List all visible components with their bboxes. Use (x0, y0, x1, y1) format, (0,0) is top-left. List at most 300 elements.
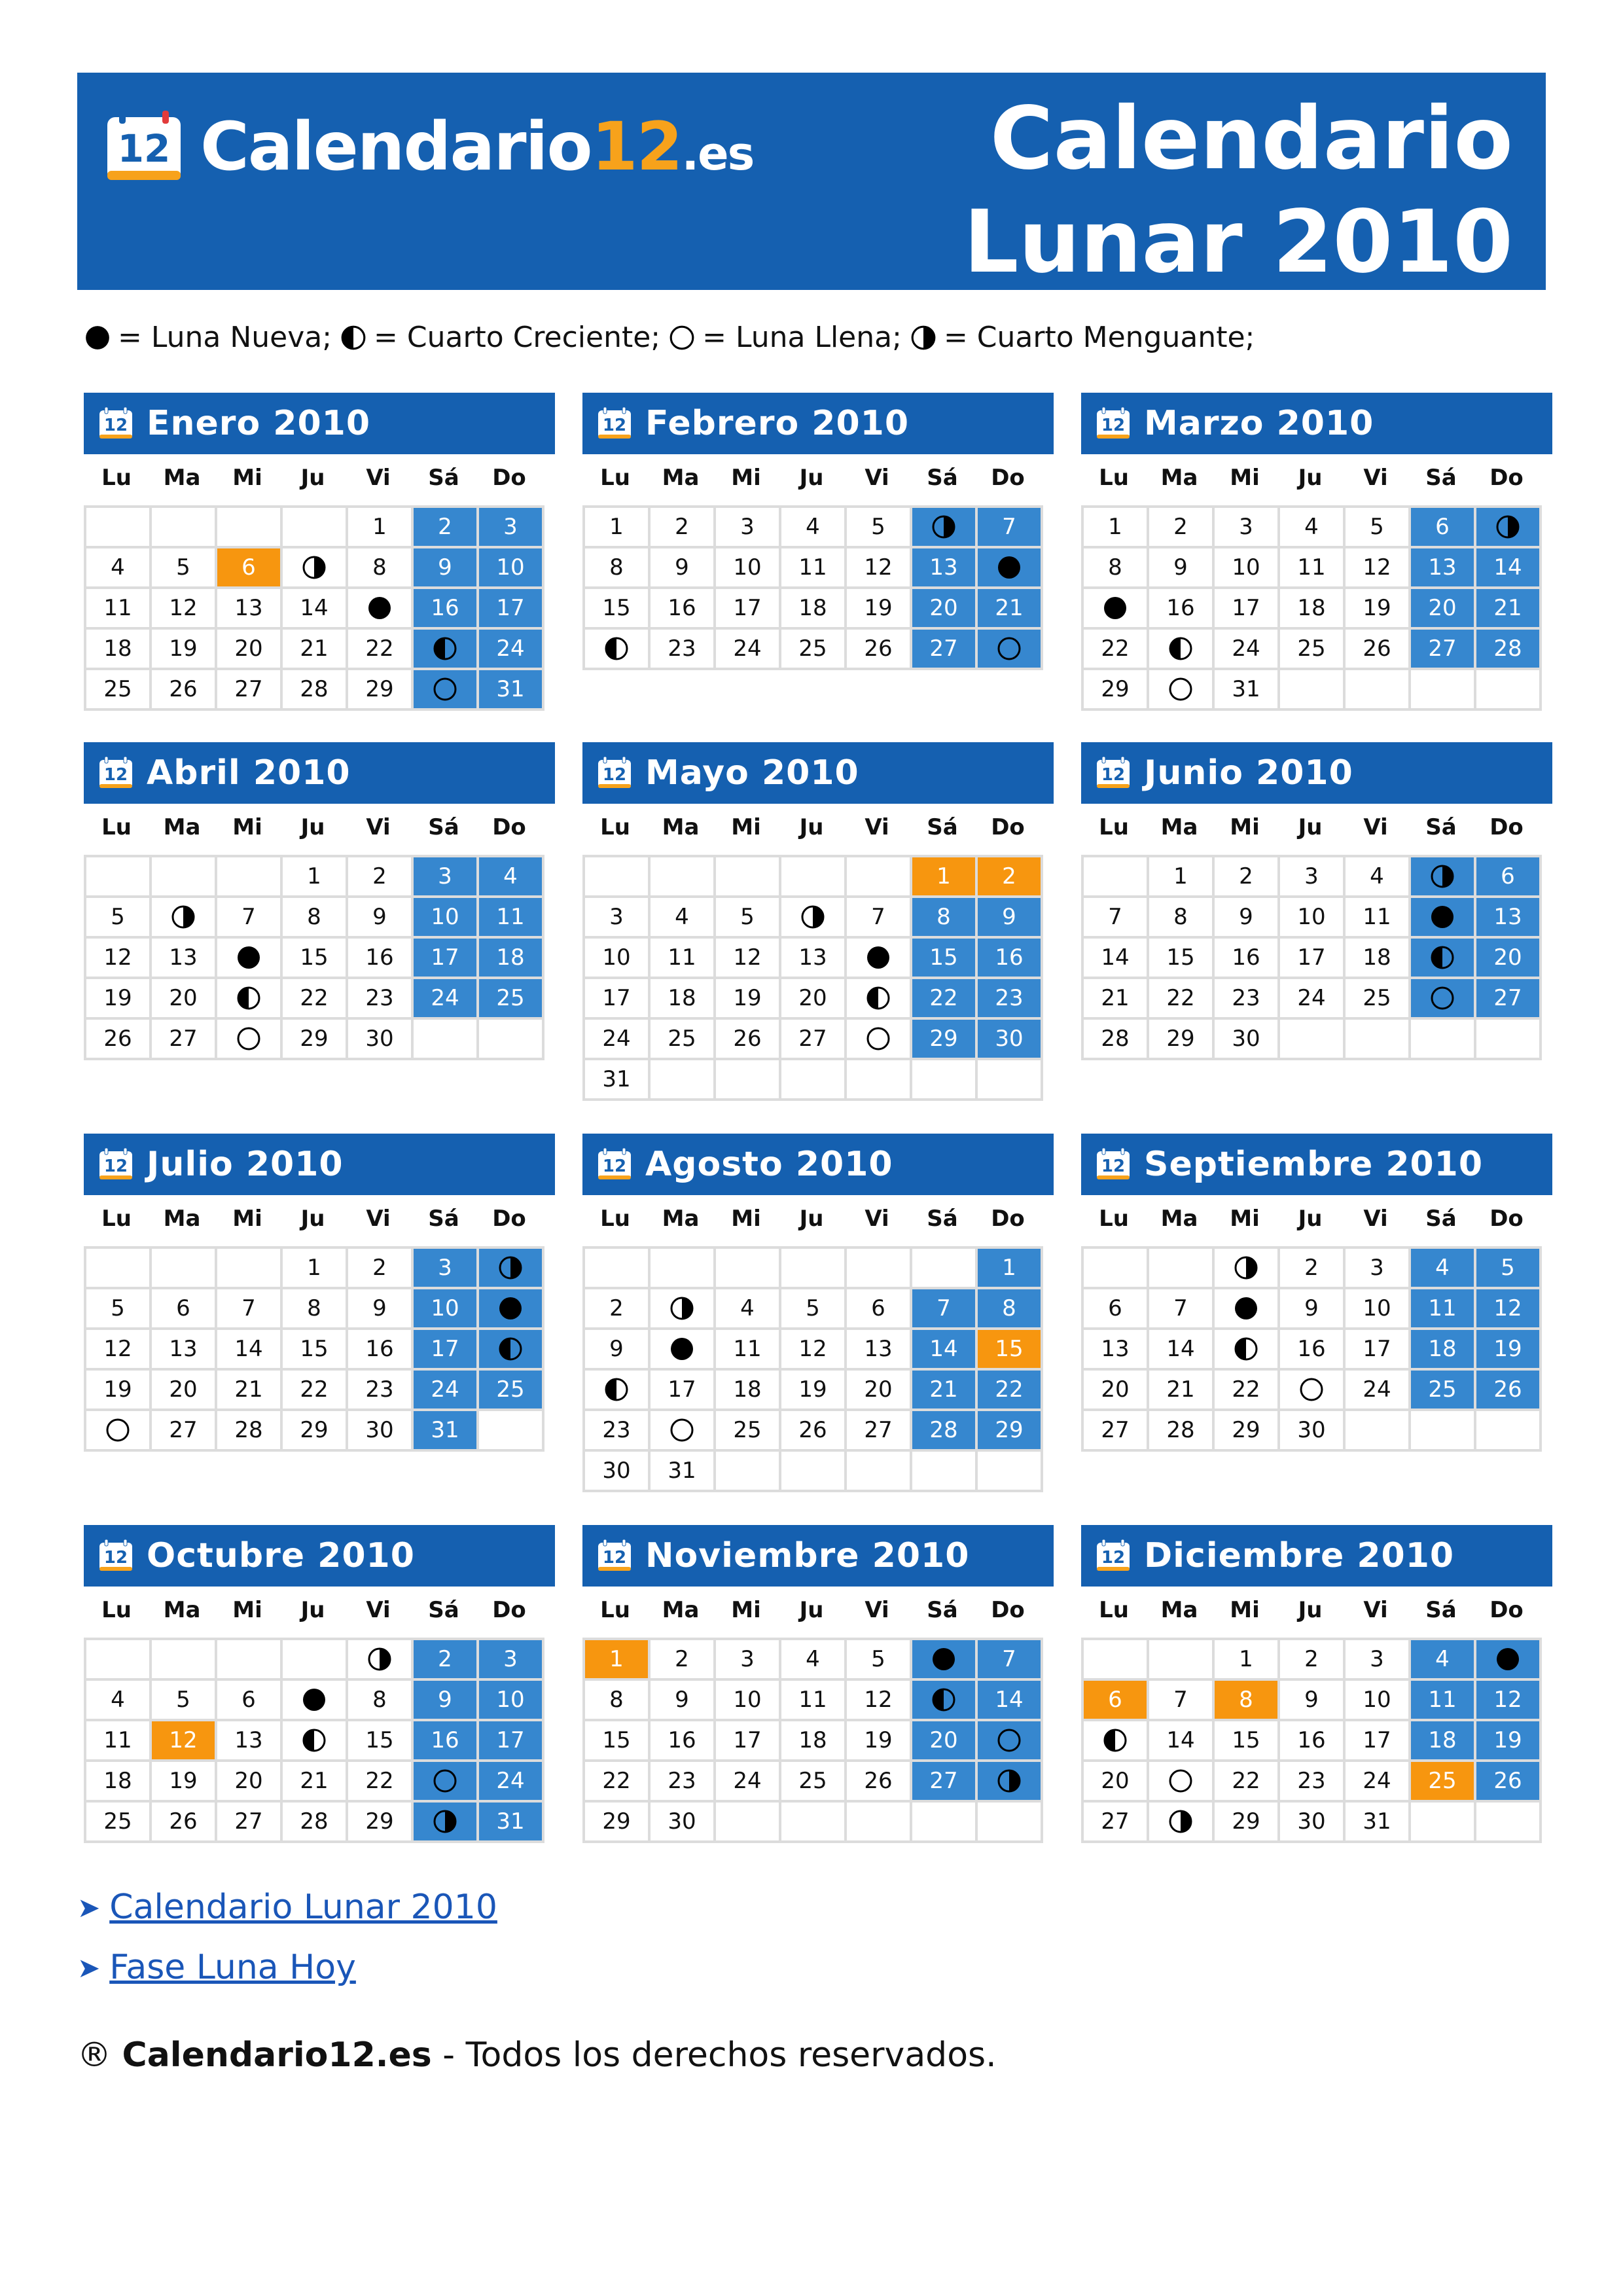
weekday-label: Ma (662, 465, 700, 491)
new-moon-icon (1429, 904, 1455, 930)
weekday-label: Mi (731, 1597, 761, 1623)
day-cell: 12 (85, 937, 151, 978)
day-cell (412, 1801, 478, 1842)
days-grid (582, 1246, 1043, 1492)
last-quarter-icon (800, 904, 826, 930)
day-cell: 8 (1148, 897, 1213, 937)
day-cell: 18 (780, 1720, 846, 1761)
day-cell: 3 (715, 1639, 780, 1679)
day-cell: 13 (911, 547, 976, 588)
day-cell: 17 (478, 1720, 543, 1761)
week-row (584, 1059, 1042, 1100)
day-cell: 12 (1475, 1679, 1541, 1720)
day-cell: 21 (281, 1761, 347, 1801)
calendar-icon (1096, 407, 1131, 440)
day-cell: 12 (151, 588, 216, 628)
empty-cell (478, 1410, 543, 1450)
weekday-label: Do (1489, 1597, 1524, 1623)
day-cell: 14 (911, 1329, 976, 1369)
calendar-icon (98, 1539, 134, 1572)
day-cell (846, 1018, 911, 1059)
new-moon-icon (236, 944, 262, 971)
week-row (1082, 1679, 1541, 1720)
week-row (584, 1679, 1042, 1720)
day-cell (976, 628, 1042, 669)
empty-cell (151, 856, 216, 897)
weekday-label: Ju (1298, 1206, 1323, 1232)
day-cell: 18 (649, 978, 715, 1018)
day-cell: 12 (151, 1720, 216, 1761)
day-cell: 8 (1213, 1679, 1279, 1720)
weekday-header (582, 804, 1054, 851)
day-cell: 17 (1344, 1329, 1410, 1369)
day-cell: 22 (976, 1369, 1042, 1410)
day-cell: 19 (151, 628, 216, 669)
day-cell: 14 (1148, 1329, 1213, 1369)
weekday-label: Mi (232, 814, 262, 840)
week-row (1082, 937, 1541, 978)
day-cell: 17 (1213, 588, 1279, 628)
legend-label: = Luna Nueva; (118, 321, 332, 354)
day-cell: 8 (347, 547, 412, 588)
day-cell: 10 (715, 1679, 780, 1720)
day-cell (1475, 1639, 1541, 1679)
weekday-label: Do (1489, 814, 1524, 840)
day-cell: 4 (715, 1288, 780, 1329)
weekday-label: Do (492, 1206, 526, 1232)
day-cell (1410, 856, 1475, 897)
logo-number: 12 (591, 107, 682, 186)
week-row (85, 1329, 543, 1369)
legend-item (668, 321, 902, 354)
day-cell: 20 (1475, 937, 1541, 978)
month-title: Junio 2010 (1144, 753, 1353, 793)
empty-cell (846, 1247, 911, 1288)
day-cell: 2 (1279, 1247, 1344, 1288)
svg-text:12: 12 (1101, 765, 1126, 785)
weekday-label: Ju (799, 1597, 824, 1623)
empty-cell (151, 1247, 216, 1288)
weekday-label: Vi (1363, 465, 1388, 491)
day-cell: 20 (151, 978, 216, 1018)
day-cell: 20 (1082, 1369, 1148, 1410)
day-cell: 21 (1475, 588, 1541, 628)
weekday-header (84, 1195, 555, 1242)
calendar-icon (1096, 757, 1131, 789)
days-grid (84, 1638, 544, 1843)
month-calendar (582, 393, 1054, 670)
empty-cell (1344, 1410, 1410, 1450)
week-row (85, 1639, 543, 1679)
day-cell: 28 (911, 1410, 976, 1450)
weekday-label: Mi (232, 1597, 262, 1623)
day-cell: 22 (1082, 628, 1148, 669)
weekday-header (1081, 454, 1552, 501)
day-cell: 30 (347, 1018, 412, 1059)
day-cell: 22 (347, 628, 412, 669)
day-cell: 11 (780, 1679, 846, 1720)
full-moon-icon (996, 636, 1022, 662)
day-cell: 2 (584, 1288, 649, 1329)
first-quarter-icon (1168, 636, 1194, 662)
day-cell: 5 (151, 1679, 216, 1720)
weekday-label: Mi (731, 1206, 761, 1232)
month-header (582, 393, 1054, 454)
day-cell: 19 (85, 1369, 151, 1410)
full-moon-icon (1168, 1768, 1194, 1794)
day-cell: 9 (649, 1679, 715, 1720)
weekday-label: Lu (101, 814, 132, 840)
first-quarter-icon (432, 636, 458, 662)
legend-item (340, 321, 660, 354)
full-moon-icon (865, 1026, 891, 1052)
day-cell: 21 (1082, 978, 1148, 1018)
weekday-label: Lu (1099, 1206, 1129, 1232)
calendar-icon (1096, 1539, 1131, 1572)
empty-cell (715, 856, 780, 897)
day-cell: 23 (347, 978, 412, 1018)
month-calendar (1081, 742, 1552, 1060)
week-row (584, 1720, 1042, 1761)
day-cell: 29 (1148, 1018, 1213, 1059)
day-cell: 26 (1344, 628, 1410, 669)
day-cell: 12 (1475, 1288, 1541, 1329)
full-moon-icon (432, 1768, 458, 1794)
day-cell: 11 (1410, 1679, 1475, 1720)
empty-cell (478, 1018, 543, 1059)
weekday-label: Ma (163, 1597, 201, 1623)
weekday-label: Ju (300, 814, 325, 840)
day-cell: 16 (347, 937, 412, 978)
empty-cell (216, 507, 281, 547)
empty-cell (780, 1450, 846, 1491)
first-quarter-icon (497, 1336, 524, 1362)
empty-cell (1148, 1639, 1213, 1679)
day-cell: 16 (976, 937, 1042, 978)
arrow-icon: ➤ (77, 1951, 101, 1984)
day-cell: 24 (478, 628, 543, 669)
day-cell: 26 (846, 628, 911, 669)
day-cell: 29 (281, 1410, 347, 1450)
week-row (85, 1288, 543, 1329)
weekday-label: Sá (428, 814, 459, 840)
day-cell: 21 (1148, 1369, 1213, 1410)
month-calendar (84, 1134, 555, 1452)
full-moon-icon (996, 1727, 1022, 1753)
day-cell: 3 (715, 507, 780, 547)
weekday-label: Ma (163, 465, 201, 491)
first-quarter-icon (603, 1376, 630, 1403)
week-row (85, 937, 543, 978)
empty-cell (1148, 1247, 1213, 1288)
day-cell (976, 547, 1042, 588)
day-cell: 6 (846, 1288, 911, 1329)
day-cell: 17 (584, 978, 649, 1018)
day-cell: 13 (780, 937, 846, 978)
day-cell: 17 (715, 1720, 780, 1761)
week-row (1082, 1018, 1541, 1059)
day-cell: 9 (1279, 1288, 1344, 1329)
day-cell: 18 (85, 628, 151, 669)
new-moon-icon (996, 554, 1022, 581)
day-cell: 29 (911, 1018, 976, 1059)
day-cell: 27 (911, 628, 976, 669)
month-title: Febrero 2010 (645, 404, 910, 443)
month-title: Diciembre 2010 (1144, 1536, 1455, 1575)
page-header (77, 73, 1546, 293)
day-cell: 12 (780, 1329, 846, 1369)
day-cell: 11 (780, 547, 846, 588)
calendario-lunar-link[interactable]: Calendario Lunar 2010 (109, 1888, 497, 1927)
legend-label: = Cuarto Menguante; (943, 321, 1255, 354)
fase-luna-hoy-link[interactable]: Fase Luna Hoy (109, 1948, 356, 1987)
legend-label: = Cuarto Creciente; (374, 321, 661, 354)
day-cell: 31 (412, 1410, 478, 1450)
weekday-label: Ma (1160, 465, 1198, 491)
empty-cell (281, 1639, 347, 1679)
day-cell: 29 (1082, 669, 1148, 709)
day-cell: 26 (151, 1801, 216, 1842)
weekday-label: Lu (1099, 1597, 1129, 1623)
svg-text:12: 12 (1101, 416, 1126, 435)
day-cell: 26 (1475, 1369, 1541, 1410)
day-cell: 29 (584, 1801, 649, 1842)
day-cell: 12 (85, 1329, 151, 1369)
day-cell: 20 (1082, 1761, 1148, 1801)
day-cell (1148, 628, 1213, 669)
day-cell: 3 (412, 1247, 478, 1288)
month-header (582, 1525, 1054, 1587)
day-cell: 4 (1410, 1247, 1475, 1288)
day-cell: 13 (846, 1329, 911, 1369)
days-grid (84, 505, 544, 711)
day-cell: 18 (1410, 1720, 1475, 1761)
day-cell: 17 (1344, 1720, 1410, 1761)
new-moon-icon (931, 1646, 957, 1672)
day-cell: 4 (1279, 507, 1344, 547)
weekday-header (1081, 1195, 1552, 1242)
week-row (584, 1639, 1042, 1679)
empty-cell (715, 1247, 780, 1288)
day-cell: 17 (412, 1329, 478, 1369)
weekday-label: Ju (1298, 814, 1323, 840)
day-cell: 13 (1410, 547, 1475, 588)
day-cell: 19 (1475, 1329, 1541, 1369)
day-cell: 5 (846, 507, 911, 547)
day-cell: 8 (281, 1288, 347, 1329)
empty-cell (780, 1059, 846, 1100)
weekday-label: Vi (366, 1206, 391, 1232)
day-cell: 4 (780, 1639, 846, 1679)
day-cell: 5 (1344, 507, 1410, 547)
week-row (1082, 1288, 1541, 1329)
day-cell: 18 (478, 937, 543, 978)
day-cell: 31 (1213, 669, 1279, 709)
day-cell: 28 (281, 669, 347, 709)
day-cell (780, 897, 846, 937)
empty-cell (216, 1639, 281, 1679)
weekday-label: Lu (1099, 465, 1129, 491)
empty-cell (1410, 1410, 1475, 1450)
day-cell: 27 (216, 1801, 281, 1842)
day-cell: 5 (151, 547, 216, 588)
day-cell: 27 (911, 1761, 976, 1801)
day-cell: 3 (584, 897, 649, 937)
days-grid (84, 855, 544, 1060)
day-cell: 20 (911, 588, 976, 628)
day-cell: 16 (649, 588, 715, 628)
first-quarter-icon (340, 324, 367, 351)
site-logo[interactable] (105, 107, 753, 186)
week-row (85, 1761, 543, 1801)
empty-cell (1082, 1247, 1148, 1288)
weekday-label: Do (991, 465, 1025, 491)
day-cell: 14 (1082, 937, 1148, 978)
weekday-header (84, 804, 555, 851)
month-title: Mayo 2010 (645, 753, 859, 793)
weekday-label: Vi (865, 814, 889, 840)
weekday-label: Sá (1425, 1597, 1457, 1623)
empty-cell (649, 856, 715, 897)
month-header (84, 742, 555, 804)
day-cell (846, 937, 911, 978)
day-cell: 27 (780, 1018, 846, 1059)
day-cell (412, 1761, 478, 1801)
month-header (1081, 393, 1552, 454)
empty-cell (281, 507, 347, 547)
day-cell: 4 (478, 856, 543, 897)
day-cell: 5 (780, 1288, 846, 1329)
day-cell: 11 (478, 897, 543, 937)
month-title: Noviembre 2010 (645, 1536, 970, 1575)
day-cell: 11 (649, 937, 715, 978)
day-cell: 1 (911, 856, 976, 897)
day-cell (412, 669, 478, 709)
weekday-label: Vi (1363, 1597, 1388, 1623)
day-cell: 10 (1279, 897, 1344, 937)
full-moon-icon (1168, 676, 1194, 702)
day-cell: 9 (412, 1679, 478, 1720)
day-cell: 7 (976, 507, 1042, 547)
day-cell: 15 (1148, 937, 1213, 978)
month-calendar (1081, 1525, 1552, 1843)
empty-cell (412, 1018, 478, 1059)
empty-cell (846, 1450, 911, 1491)
day-cell: 4 (780, 507, 846, 547)
day-cell (478, 1247, 543, 1288)
weekday-label: Do (1489, 1206, 1524, 1232)
week-row (1082, 547, 1541, 588)
empty-cell (1344, 1018, 1410, 1059)
day-cell: 30 (347, 1410, 412, 1450)
svg-text:12: 12 (103, 765, 128, 785)
week-row (85, 978, 543, 1018)
day-cell: 22 (911, 978, 976, 1018)
day-cell: 2 (1213, 856, 1279, 897)
week-row (85, 856, 543, 897)
day-cell: 2 (649, 507, 715, 547)
day-cell: 2 (976, 856, 1042, 897)
week-row (1082, 978, 1541, 1018)
weekday-label: Do (492, 465, 526, 491)
month-calendar (1081, 393, 1552, 711)
weekday-label: Sá (927, 1206, 958, 1232)
day-cell: 25 (85, 669, 151, 709)
day-cell (911, 1639, 976, 1679)
weekday-label: Lu (101, 1206, 132, 1232)
day-cell: 10 (478, 547, 543, 588)
day-cell: 1 (976, 1247, 1042, 1288)
empty-cell (1082, 856, 1148, 897)
day-cell: 13 (1082, 1329, 1148, 1369)
day-cell: 3 (1344, 1247, 1410, 1288)
day-cell: 3 (1213, 507, 1279, 547)
day-cell: 25 (649, 1018, 715, 1059)
weekday-header (1081, 804, 1552, 851)
calendar-icon (597, 1539, 632, 1572)
day-cell: 6 (1082, 1288, 1148, 1329)
day-cell: 19 (85, 978, 151, 1018)
day-cell: 4 (85, 1679, 151, 1720)
week-row (85, 507, 543, 547)
weekday-label: Sá (1425, 814, 1457, 840)
weekday-label: Vi (1363, 814, 1388, 840)
last-quarter-icon (301, 554, 327, 581)
week-row (1082, 897, 1541, 937)
weekday-label: Lu (600, 814, 630, 840)
last-quarter-icon (910, 324, 937, 351)
week-row (584, 937, 1042, 978)
day-cell: 2 (347, 856, 412, 897)
week-row (584, 588, 1042, 628)
weekday-header (84, 454, 555, 501)
last-quarter-icon (1233, 1255, 1259, 1281)
weekday-label: Ma (163, 1206, 201, 1232)
day-cell: 14 (976, 1679, 1042, 1720)
new-moon-icon (497, 1295, 524, 1321)
week-row (584, 628, 1042, 669)
day-cell (584, 628, 649, 669)
empty-cell (976, 1450, 1042, 1491)
day-cell (347, 1639, 412, 1679)
new-moon-icon (669, 1336, 695, 1362)
day-cell (1148, 1801, 1213, 1842)
month-calendar (582, 1134, 1054, 1492)
day-cell (584, 1369, 649, 1410)
day-cell: 15 (347, 1720, 412, 1761)
day-cell: 31 (478, 669, 543, 709)
day-cell (1148, 669, 1213, 709)
day-cell (216, 937, 281, 978)
day-cell (976, 1720, 1042, 1761)
month-calendar (84, 393, 555, 711)
day-cell: 7 (1082, 897, 1148, 937)
day-cell: 25 (1410, 1369, 1475, 1410)
first-quarter-icon (1102, 1727, 1128, 1753)
first-quarter-icon (865, 985, 891, 1011)
day-cell: 23 (1279, 1761, 1344, 1801)
day-cell: 16 (412, 1720, 478, 1761)
day-cell (1148, 1761, 1213, 1801)
day-cell: 5 (1475, 1247, 1541, 1288)
legend-item (84, 321, 332, 354)
day-cell: 12 (846, 1679, 911, 1720)
weekday-label: Do (492, 1597, 526, 1623)
svg-text:12: 12 (602, 1548, 627, 1568)
day-cell: 16 (1279, 1720, 1344, 1761)
day-cell (1410, 897, 1475, 937)
first-quarter-icon (1233, 1336, 1259, 1362)
